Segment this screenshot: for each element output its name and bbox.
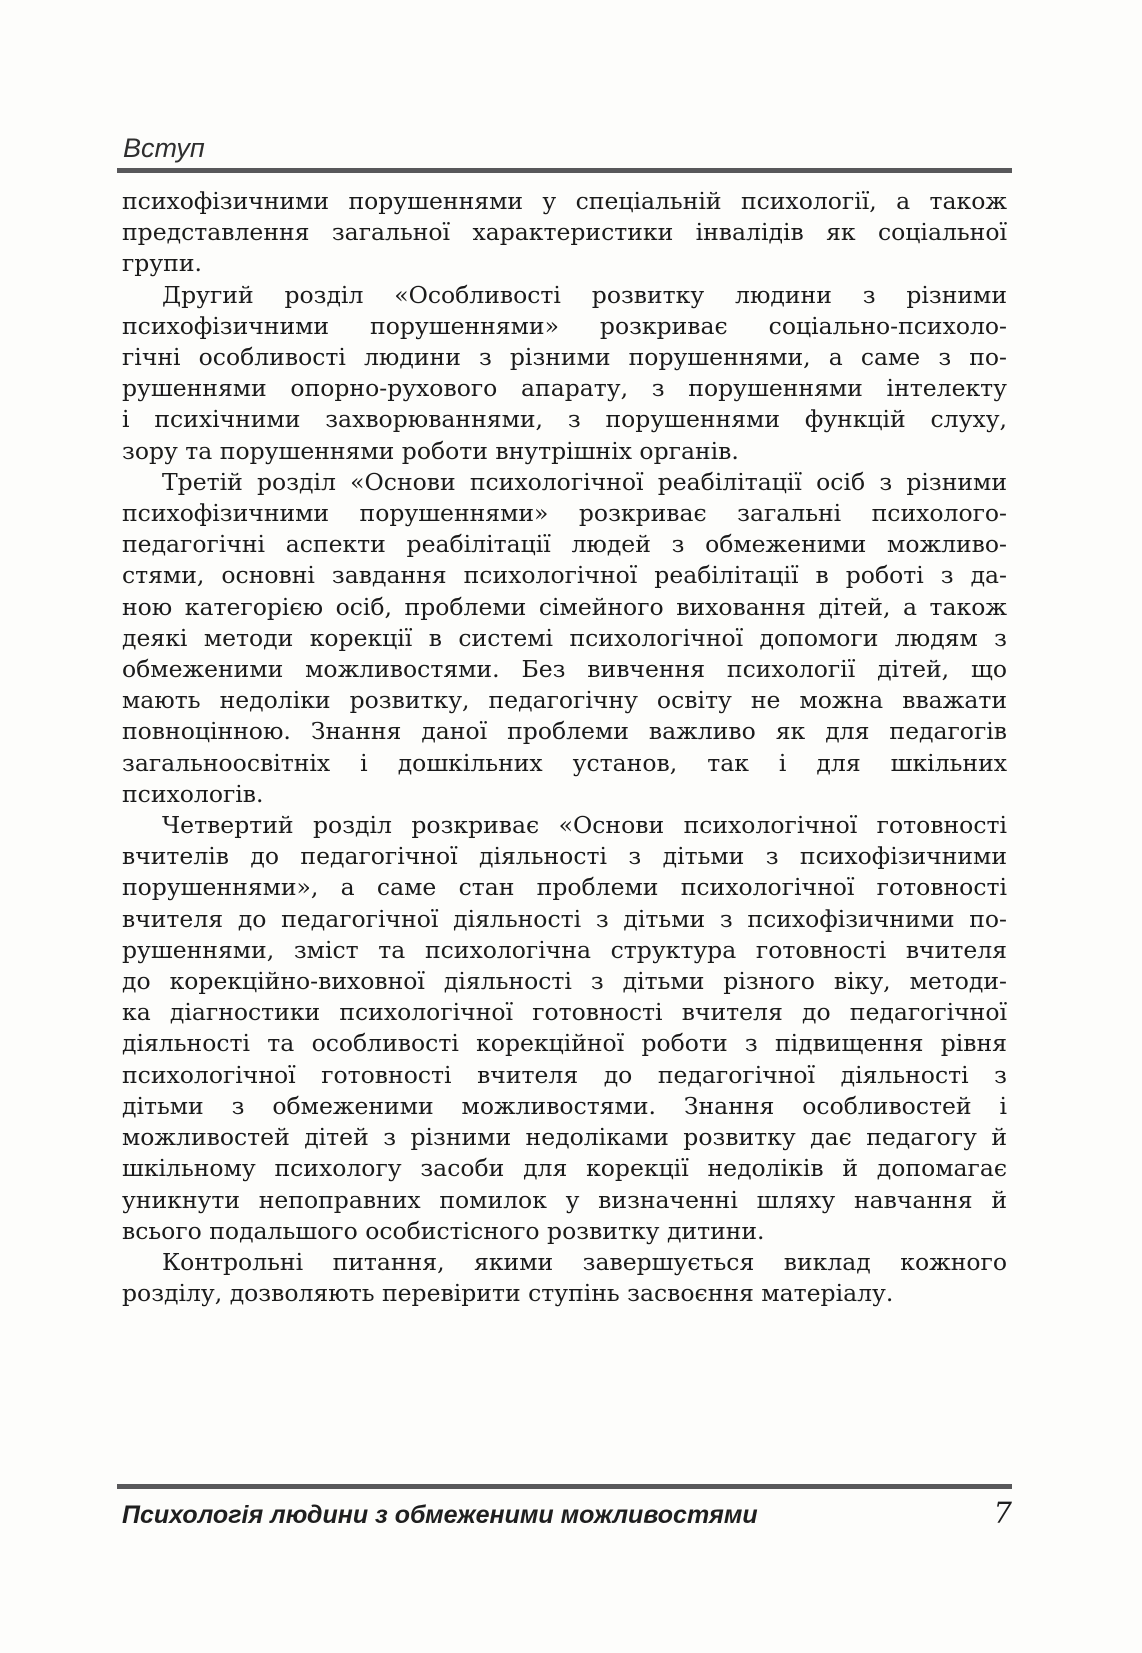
text-line: психофізичними порушеннями у спеціальній психології, а також [122,187,1007,215]
text-line: до корекційно-виховної діяльності з дітьми різного віку, методи- [122,967,1007,996]
text-line: ка діагностики психологічної готовності вчителя до педагогічної [122,998,1007,1027]
text-line: дітьми з обмеженими можливостями. Знання особливостей і [122,1091,1007,1120]
text-line: стями, основні завдання психологічної реабілітації в роботі з да- [122,561,1007,590]
text-line: психофізичними порушеннями» розкриває соціально-психоло- [122,311,1007,340]
text-line: загальноосвітніх і дошкільних установ, так і для шкільних [122,748,1007,777]
text-line: психофізичними порушеннями» розкриває загальні психолого- [122,499,1007,528]
text-line: порушеннями», а саме стан проблеми психологічної готовності [122,873,1007,902]
text-line: деякі методи корекції в системі психологічної допомоги людям з [122,623,1007,652]
footer-row [117,1496,1012,1530]
text-line: психологічної готовності вчителя до педагогічної діяльності з [122,1060,1007,1089]
text-line: мають недоліки розвитку, педагогічну освіту не можна вважати [122,686,1007,715]
text-line: рушеннями, зміст та психологічна структура готовності вчителя [122,935,1007,964]
body-paragraph [122,467,1007,810]
page-header [117,133,1012,173]
body-paragraph [122,280,1007,467]
page-number: 7 [993,1496,1012,1530]
text-line: і психічними захворюваннями, з порушеннями функцій слуху, [122,405,1007,434]
text-line: представлення загальної характеристики інвалідів як соціальної [122,218,1007,247]
text-line: Третій розділ «Основи психологічної реабілітації осіб з різними [162,467,1007,496]
text-line: гічні особливості людини з різними порушеннями, а саме з по- [122,343,1007,372]
chapter-title: Вступ [123,133,205,163]
body-paragraph [122,1247,1007,1309]
page-footer [117,1484,1012,1530]
text-line: всього подальшого особистісного розвитку дитини. [122,1216,765,1245]
text-line: вчителя до педагогічної діяльності з дітьми з психофізичними по- [122,904,1007,933]
body-paragraph [122,186,1007,280]
text-line: обмеженими можливостями. Без вивчення психології дітей, що [122,655,1007,684]
text-line: Контрольні питання, якими завершується виклад кожного [162,1247,1007,1276]
body-paragraph [122,810,1007,1247]
text-line: діяльності та особливості корекційної роботи з підвищення рівня [122,1029,1007,1058]
text-line: ною категорією осіб, проблеми сімейного виховання дітей, а також [122,592,1007,621]
text-line: Другий розділ «Особливості розвитку людини з різними [162,280,1007,309]
header-rule [117,168,1012,173]
text-line: уникнути непоправних помилок у визначенні шляху навчання й [122,1185,1007,1214]
text-line: групи. [122,249,202,278]
text-line: зору та порушеннями роботи внутрішніх органів. [122,436,739,465]
text-line: розділу, дозволяють перевірити ступінь засвоєння матеріалу. [122,1279,894,1308]
book-title: Психологія людини з обмеженими можливостями [122,1501,758,1529]
text-line: можливостей дітей з різними недоліками розвитку дає педагогу й [122,1123,1007,1152]
text-line: шкільному психологу засоби для корекції недоліків й допомагає [122,1154,1007,1183]
text-line: педагогічні аспекти реабілітації людей з обмеженими можливо- [122,530,1007,559]
body-text [122,186,1007,1309]
text-line: рушеннями опорно-рухового апарату, з порушеннями інтелекту [122,374,1007,403]
footer-rule [117,1484,1012,1489]
text-line: вчителів до педагогічної діяльності з дітьми з психофізичними [122,842,1007,871]
text-line: психологів. [122,779,264,808]
text-line: Четвертий розділ розкриває «Основи психологічної готовності [162,811,1007,840]
text-line: повноцінною. Знання даної проблеми важливо як для педагогів [122,717,1007,746]
